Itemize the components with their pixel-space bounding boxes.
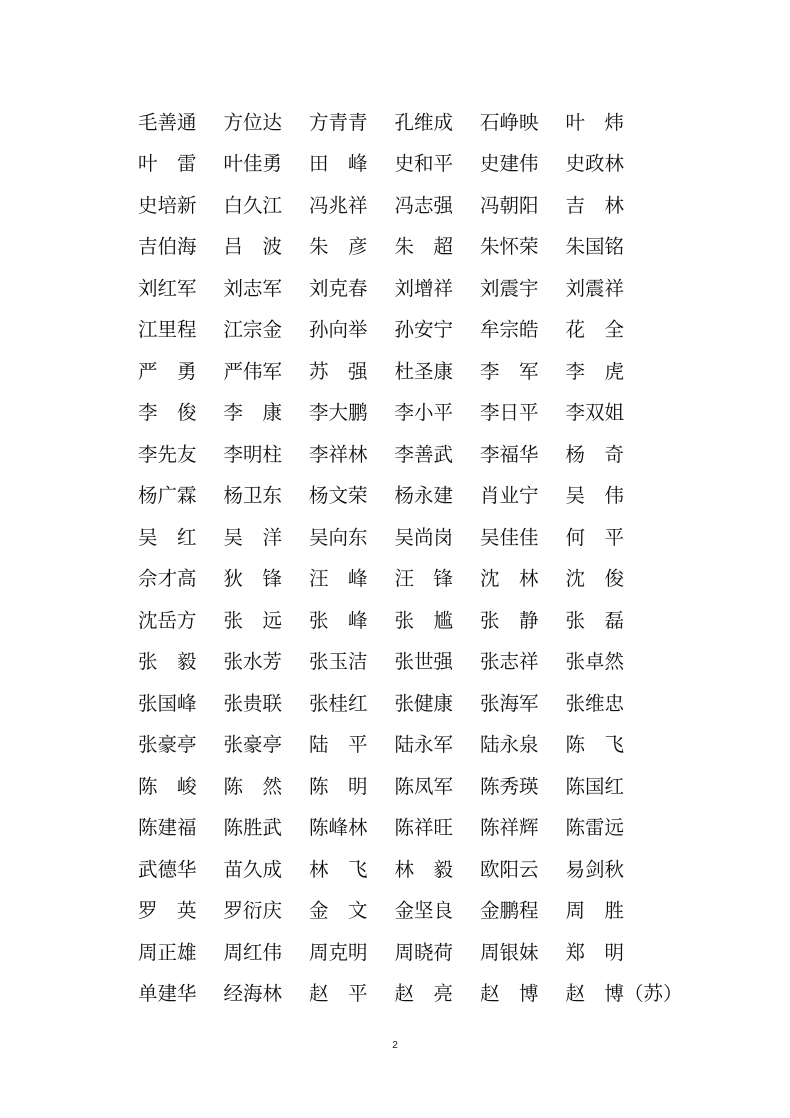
name-entry: 周 胜 bbox=[565, 899, 625, 923]
name-entry: 汪 锋 bbox=[394, 567, 454, 591]
name-entry: 苏 强 bbox=[309, 359, 368, 383]
name-row bbox=[138, 266, 651, 308]
name-entry: 杨卫东 bbox=[223, 484, 283, 508]
name-entry: 江宗金 bbox=[223, 318, 283, 342]
name-entry: 李 康 bbox=[223, 401, 283, 425]
name-entry: 花 全 bbox=[565, 318, 625, 342]
name-entry: 张桂红 bbox=[309, 691, 368, 715]
name-row bbox=[138, 889, 651, 931]
name-entry: 单建华 bbox=[138, 982, 197, 1006]
name-entry: 陈 飞 bbox=[565, 733, 625, 757]
name-entry: 何 平 bbox=[565, 525, 625, 549]
name-row bbox=[138, 557, 651, 599]
name-entry: 陈凤军 bbox=[394, 774, 454, 798]
name-entry: 吴尚岗 bbox=[394, 525, 454, 549]
name-entry: 方位达 bbox=[223, 110, 283, 134]
name-entry: 李先友 bbox=[138, 442, 197, 466]
name-entry: 孔维成 bbox=[394, 110, 454, 134]
name-entry: 吴 洋 bbox=[223, 525, 283, 549]
name-entry: 张豪亭 bbox=[223, 733, 283, 757]
name-row bbox=[138, 723, 651, 765]
name-entry: 陈 峻 bbox=[138, 774, 197, 798]
name-entry: 金 文 bbox=[309, 899, 368, 923]
name-row bbox=[138, 847, 651, 889]
name-entry: 牟宗皓 bbox=[480, 318, 539, 342]
name-entry: 吉 林 bbox=[565, 193, 625, 217]
name-entry: 严 勇 bbox=[138, 359, 197, 383]
name-entry: 叶佳勇 bbox=[223, 152, 283, 176]
name-entry: 李祥林 bbox=[309, 442, 368, 466]
name-entry: 张水芳 bbox=[223, 650, 283, 674]
name-entry: 李日平 bbox=[480, 401, 539, 425]
name-entry: 吴 红 bbox=[138, 525, 197, 549]
name-entry: 易剑秋 bbox=[565, 857, 625, 881]
name-entry: 陈 然 bbox=[223, 774, 283, 798]
name-entry: 陈秀瑛 bbox=[480, 774, 539, 798]
name-entry: 田 峰 bbox=[309, 152, 368, 176]
name-entry: 郑 明 bbox=[565, 940, 625, 964]
name-entry: 张 毅 bbox=[138, 650, 197, 674]
name-entry: 狄 锋 bbox=[223, 567, 283, 591]
name-entry: 吴向东 bbox=[309, 525, 368, 549]
name-entry: 李双姐 bbox=[565, 401, 625, 425]
name-entry: 张 尴 bbox=[394, 608, 454, 632]
name-entry: 张健康 bbox=[394, 691, 454, 715]
name-list bbox=[138, 100, 683, 1013]
name-entry: 李明柱 bbox=[223, 442, 283, 466]
name-entry: 陆永泉 bbox=[480, 733, 539, 757]
name-entry: 赵 亮 bbox=[394, 982, 454, 1006]
name-entry: 陈祥辉 bbox=[480, 816, 539, 840]
name-entry: 刘震祥 bbox=[565, 276, 625, 300]
name-entry: 张 磊 bbox=[565, 608, 625, 632]
name-entry: 史和平 bbox=[394, 152, 454, 176]
name-entry: 罗衍庆 bbox=[223, 899, 283, 923]
name-entry: 周银妹 bbox=[480, 940, 539, 964]
name-entry: 李 军 bbox=[480, 359, 539, 383]
name-entry: 朱国铭 bbox=[565, 235, 625, 259]
name-row bbox=[138, 100, 651, 142]
name-entry: 张豪亭 bbox=[138, 733, 197, 757]
name-entry: 吉伯海 bbox=[138, 235, 197, 259]
name-entry: 张 静 bbox=[480, 608, 539, 632]
name-entry: 赵 博（苏） bbox=[565, 982, 683, 1006]
name-entry: 陈祥旺 bbox=[394, 816, 454, 840]
name-entry: 周红伟 bbox=[223, 940, 283, 964]
name-entry: 张玉洁 bbox=[309, 650, 368, 674]
name-row bbox=[138, 806, 651, 848]
name-row bbox=[138, 764, 651, 806]
name-entry: 金坚良 bbox=[394, 899, 454, 923]
name-entry: 张 峰 bbox=[309, 608, 368, 632]
name-entry: 毛善通 bbox=[138, 110, 197, 134]
name-row bbox=[138, 474, 651, 516]
name-entry: 张世强 bbox=[394, 650, 454, 674]
name-entry: 张 远 bbox=[223, 608, 283, 632]
name-entry: 肖业宁 bbox=[480, 484, 539, 508]
name-row bbox=[138, 681, 651, 723]
name-entry: 赵 博 bbox=[480, 982, 539, 1006]
name-entry: 沈 俊 bbox=[565, 567, 625, 591]
name-entry: 欧阳云 bbox=[480, 857, 539, 881]
name-entry: 杨文荣 bbox=[309, 484, 368, 508]
name-entry: 吕 波 bbox=[223, 235, 283, 259]
name-entry: 林 飞 bbox=[309, 857, 368, 881]
name-entry: 史政林 bbox=[565, 152, 625, 176]
name-entry: 冯志强 bbox=[394, 193, 454, 217]
name-entry: 石峥映 bbox=[480, 110, 539, 134]
name-row bbox=[138, 598, 651, 640]
name-entry: 赵 平 bbox=[309, 982, 368, 1006]
name-entry: 杨广霖 bbox=[138, 484, 197, 508]
name-entry: 冯兆祥 bbox=[309, 193, 368, 217]
name-entry: 张维忠 bbox=[565, 691, 625, 715]
name-entry: 李小平 bbox=[394, 401, 454, 425]
name-entry: 李福华 bbox=[480, 442, 539, 466]
name-entry: 金鹏程 bbox=[480, 899, 539, 923]
name-entry: 苗久成 bbox=[223, 857, 283, 881]
name-entry: 周克明 bbox=[309, 940, 368, 964]
name-entry: 江里程 bbox=[138, 318, 197, 342]
name-entry: 林 毅 bbox=[394, 857, 454, 881]
name-entry: 陈雷远 bbox=[565, 816, 625, 840]
name-row bbox=[138, 930, 651, 972]
name-entry: 张贵联 bbox=[223, 691, 283, 715]
name-entry: 杨 奇 bbox=[565, 442, 625, 466]
name-entry: 叶 雷 bbox=[138, 152, 197, 176]
name-row bbox=[138, 308, 651, 350]
name-entry: 刘红军 bbox=[138, 276, 197, 300]
name-entry: 沈 林 bbox=[480, 567, 539, 591]
name-entry: 陈胜武 bbox=[223, 816, 283, 840]
name-entry: 史培新 bbox=[138, 193, 197, 217]
name-row bbox=[138, 142, 651, 184]
name-entry: 武德华 bbox=[138, 857, 197, 881]
name-entry: 陆 平 bbox=[309, 733, 368, 757]
name-entry: 李 俊 bbox=[138, 401, 197, 425]
name-row bbox=[138, 225, 651, 267]
name-entry: 方青青 bbox=[309, 110, 368, 134]
name-entry: 张国峰 bbox=[138, 691, 197, 715]
name-row bbox=[138, 640, 651, 682]
name-entry: 杨永建 bbox=[394, 484, 454, 508]
name-entry: 陆永军 bbox=[394, 733, 454, 757]
name-row bbox=[138, 515, 651, 557]
name-entry: 杜圣康 bbox=[394, 359, 454, 383]
name-entry: 吴 伟 bbox=[565, 484, 625, 508]
name-entry: 张海军 bbox=[480, 691, 539, 715]
name-entry: 陈峰林 bbox=[309, 816, 368, 840]
name-row bbox=[138, 349, 651, 391]
name-entry: 佘才高 bbox=[138, 567, 197, 591]
name-entry: 张志祥 bbox=[480, 650, 539, 674]
name-entry: 汪 峰 bbox=[309, 567, 368, 591]
name-entry: 陈 明 bbox=[309, 774, 368, 798]
name-entry: 李 虎 bbox=[565, 359, 625, 383]
name-entry: 张卓然 bbox=[565, 650, 625, 674]
name-entry: 朱 超 bbox=[394, 235, 454, 259]
name-entry: 孙安宁 bbox=[394, 318, 454, 342]
name-entry: 史建伟 bbox=[480, 152, 539, 176]
name-row bbox=[138, 432, 651, 474]
name-row bbox=[138, 183, 651, 225]
name-entry: 李善武 bbox=[394, 442, 454, 466]
name-entry: 吴佳佳 bbox=[480, 525, 539, 549]
name-entry: 冯朝阳 bbox=[480, 193, 539, 217]
name-entry: 朱 彦 bbox=[309, 235, 368, 259]
name-entry: 叶 炜 bbox=[565, 110, 625, 134]
name-entry: 周正雄 bbox=[138, 940, 197, 964]
name-entry: 周晓荷 bbox=[394, 940, 454, 964]
name-entry: 陈建福 bbox=[138, 816, 197, 840]
name-entry: 刘志军 bbox=[223, 276, 283, 300]
name-entry: 刘克春 bbox=[309, 276, 368, 300]
name-entry: 罗 英 bbox=[138, 899, 197, 923]
name-entry: 陈国红 bbox=[565, 774, 625, 798]
name-entry: 沈岳方 bbox=[138, 608, 197, 632]
name-entry: 孙向举 bbox=[309, 318, 368, 342]
name-entry: 刘增祥 bbox=[394, 276, 454, 300]
name-entry: 刘震宇 bbox=[480, 276, 539, 300]
name-entry: 李大鹏 bbox=[309, 401, 368, 425]
name-row bbox=[138, 391, 651, 433]
name-entry: 严伟军 bbox=[223, 359, 283, 383]
name-entry: 经海林 bbox=[223, 982, 283, 1006]
page-number: 2 bbox=[392, 1040, 398, 1051]
name-entry: 白久江 bbox=[223, 193, 283, 217]
name-row bbox=[138, 972, 683, 1014]
name-entry: 朱怀荣 bbox=[480, 235, 539, 259]
